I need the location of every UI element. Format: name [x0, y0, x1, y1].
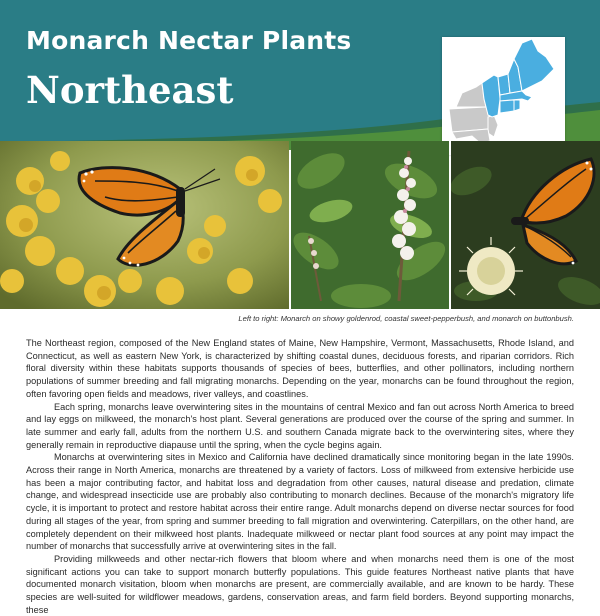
paragraph-region-description: The Northeast region, composed of the New England states of Maine, New Hampshire, Vermont, Massachusetts, Rhode Island, and Connecticut, as well as eastern New York, is characterized by shifting coastal dunes, deciduous forests, and riparian corridors. Rich floral diversity within these habitats supports thousands of species of bees, butterflies, and other pollinators, including northern populations of summer breeding and fall migrating monarchs. Depending on the year, monarchs can be found throughout the region, often favoring open fields and meadows, river valleys, and coastlines.	[26, 338, 574, 399]
photo-monarch-on-buttonbush	[451, 141, 600, 309]
monarch-buttonbush-image	[451, 141, 600, 309]
paragraph-decline: Monarchs at overwintering sites in Mexico and California have declined dramatically since monitoring began in the late 1990s. Across their range in North America, monarchs are threatened by a variety of factors. Loss of milkweed from extensive herbicide use has been a major contributing factor, and habitat loss and degradation from other causes, natural disease and predation, climate change, and widespread insecticide use are probably also contributing to monarch declines. Because of the monarch's migratory life cycle, it is important to protect and restore habitat across their entire range. Adult monarchs depend on diverse nectar sources for food during all stages of the year, from spring and summer breeding to fall migration and overwintering. Caterpillars, on the other hand, are completely dependent on their milkweed host plants. Inadequate milkweed or nectar plant food sources at any point may impact the number of monarchs that successfully arrive at overwintering sites in the fall.	[26, 452, 574, 552]
region-title: Northeast	[26, 68, 234, 112]
photo-coastal-sweet-pepperbush	[291, 141, 449, 309]
intro-text	[26, 337, 574, 616]
northeast-region-map-icon	[442, 37, 565, 155]
monarch-goldenrod-image	[0, 141, 289, 309]
photo-caption: Left to right: Monarch on showy goldenrod, coastal sweet-pepperbush, and monarch on buttonbush.	[238, 314, 574, 323]
paragraph-migration: Each spring, monarchs leave overwintering sites in the mountains of central Mexico and fan out across North America to breed and lay eggs on milkweed, the monarch's host plant. Several generations are produced over the course of the spring and summer. In late summer and early fall, adults from the northern U.S. and southern Canada migrate back to the overwintering sites, where they generally remain in reproductive diapause until the spring, when the cycle begins again.	[26, 401, 574, 450]
sweet-pepperbush-image	[291, 141, 449, 309]
region-map	[442, 37, 565, 155]
guide-title: Monarch Nectar Plants	[26, 26, 352, 55]
photo-strip	[0, 141, 600, 309]
paragraph-providing-plants: Providing milkweeds and other nectar-rich flowers that bloom where and when monarchs need them is one of the most significant actions you can take to support monarch butterfly populations. This guide features Northeast native plants that have documented monarch visitation, bloom when monarchs are present, are commercially available, and are known to be hardy. These species are well-suited for wildflower meadows, gardens, conservation areas, and farm field borders. Beyond supporting monarchs, these	[26, 553, 574, 615]
photo-monarch-on-goldenrod	[0, 141, 289, 309]
